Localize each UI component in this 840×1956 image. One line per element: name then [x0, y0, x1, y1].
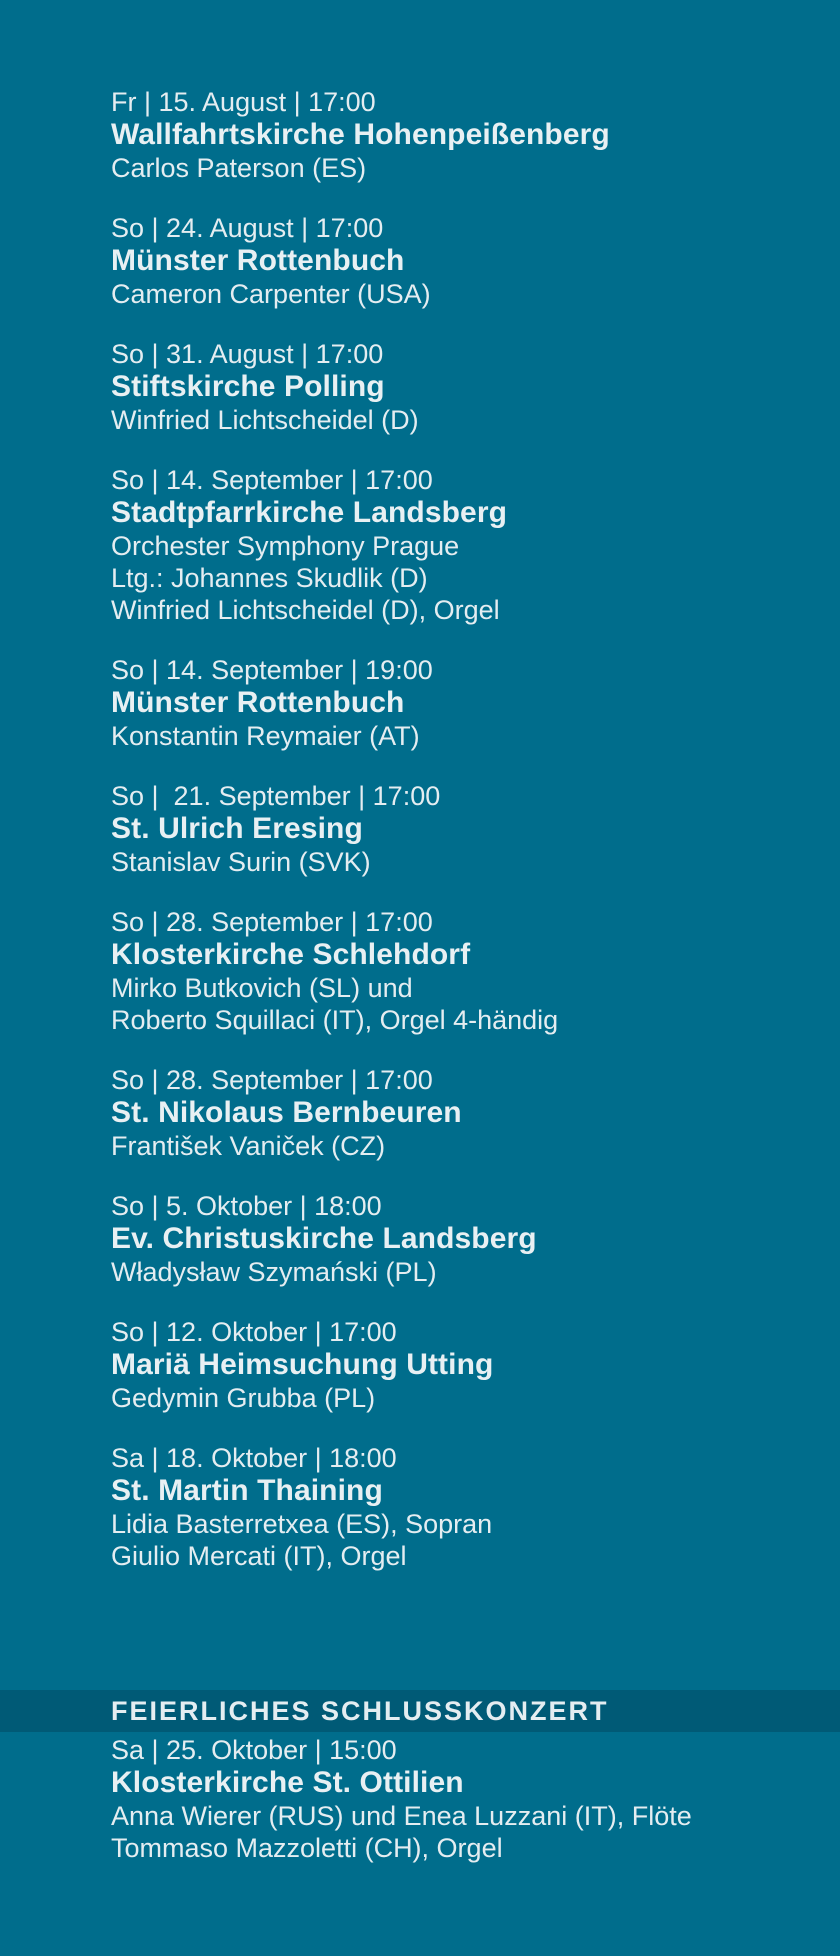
event-performers: [111, 1800, 831, 1864]
event-venue: Stadtpfarrkirche Landsberg: [111, 496, 508, 529]
performer-line: Cameron Carpenter (USA): [111, 279, 431, 309]
performer-line: Lidia Basterretxea (ES), Sopran: [111, 1509, 493, 1539]
event-venue: Wallfahrtskirche Hohenpeißenberg: [111, 118, 610, 151]
event-performers: [111, 1130, 811, 1162]
final-concert-event: [111, 1734, 831, 1864]
event-venue: St. Martin Thaining: [111, 1474, 383, 1507]
event-date: So | 28. September | 17:00: [111, 907, 433, 937]
event-item: [111, 338, 811, 436]
final-concert-banner: [0, 1690, 840, 1732]
event-date: Sa | 18. Oktober | 18:00: [111, 1443, 397, 1473]
event-item: [111, 1190, 811, 1288]
event-date: So | 24. August | 17:00: [111, 213, 384, 243]
event-venue: Klosterkirche St. Ottilien: [111, 1766, 464, 1799]
event-performers: [111, 720, 811, 752]
performer-line: Konstantin Reymaier (AT): [111, 721, 420, 751]
event-performers: [111, 846, 811, 878]
event-item: [111, 1442, 811, 1572]
event-date: So | 14. September | 17:00: [111, 465, 433, 495]
performer-line: Carlos Paterson (ES): [111, 153, 367, 183]
performer-line: Winfried Lichtscheidel (D): [111, 405, 419, 435]
event-performers: [111, 972, 811, 1036]
event-performers: [111, 1256, 811, 1288]
event-date: So | 14. September | 19:00: [111, 655, 433, 685]
performer-line: Mirko Butkovich (SL) und: [111, 973, 413, 1003]
performer-line: Anna Wierer (RUS) und Enea Luzzani (IT), Flöte: [111, 1801, 692, 1831]
event-performers: [111, 152, 811, 184]
event-item: [111, 212, 811, 310]
final-concert-heading: FEIERLICHES SCHLUSSKONZERT: [111, 1696, 609, 1726]
event-item: [111, 654, 811, 752]
event-item: [111, 1316, 811, 1414]
performer-line: František Vaniček (CZ): [111, 1131, 386, 1161]
event-performers: [111, 1382, 811, 1414]
event-item: [111, 780, 811, 878]
performer-line: Winfried Lichtscheidel (D), Orgel: [111, 595, 500, 625]
event-venue: Klosterkirche Schlehdorf: [111, 938, 471, 971]
event-date: So | 21. September | 17:00: [111, 781, 441, 811]
event-performers: [111, 530, 811, 626]
event-venue: Münster Rottenbuch: [111, 686, 405, 719]
event-item: [111, 906, 811, 1036]
event-date: Fr | 15. August | 17:00: [111, 87, 376, 117]
event-venue: Stiftskirche Polling: [111, 370, 385, 403]
event-item: [111, 86, 811, 184]
event-date: So | 28. September | 17:00: [111, 1065, 433, 1095]
event-item: [111, 1064, 811, 1162]
event-venue: St. Nikolaus Bernbeuren: [111, 1096, 462, 1129]
event-venue: Münster Rottenbuch: [111, 244, 405, 277]
performer-line: Orchester Symphony Prague: [111, 531, 460, 561]
event-date: So | 5. Oktober | 18:00: [111, 1191, 382, 1221]
event-date: Sa | 25. Oktober | 15:00: [111, 1735, 397, 1765]
event-venue: St. Ulrich Eresing: [111, 812, 363, 845]
event-performers: [111, 404, 811, 436]
event-venue: Mariä Heimsuchung Utting: [111, 1348, 494, 1381]
performer-line: Władysław Szymański (PL): [111, 1257, 437, 1287]
event-performers: [111, 278, 811, 310]
performer-line: Gedymin Grubba (PL): [111, 1383, 376, 1413]
event-item: [111, 464, 811, 626]
performer-line: Roberto Squillaci (IT), Orgel 4-händig: [111, 1005, 559, 1035]
performer-line: Giulio Mercati (IT), Orgel: [111, 1541, 407, 1571]
performer-line: Ltg.: Johannes Skudlik (D): [111, 563, 428, 593]
event-date: So | 31. August | 17:00: [111, 339, 384, 369]
event-list: [111, 86, 811, 1600]
event-performers: [111, 1508, 811, 1572]
performer-line: Tommaso Mazzoletti (CH), Orgel: [111, 1833, 503, 1863]
event-date: So | 12. Oktober | 17:00: [111, 1317, 397, 1347]
event-venue: Ev. Christuskirche Landsberg: [111, 1222, 537, 1255]
performer-line: Stanislav Surin (SVK): [111, 847, 371, 877]
